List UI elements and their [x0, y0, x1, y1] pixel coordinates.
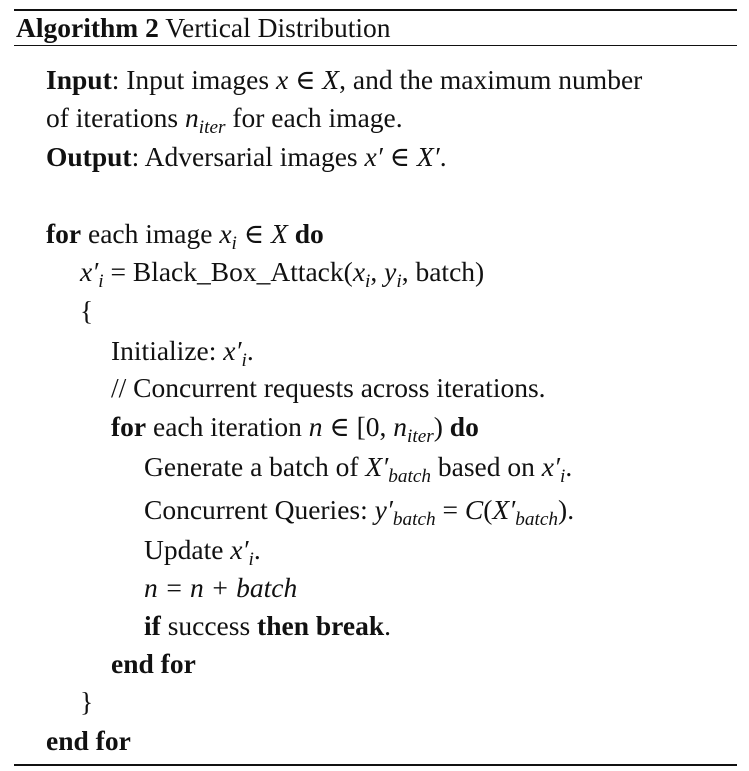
upd-text: Update: [144, 534, 231, 565]
close-brace: }: [80, 686, 94, 717]
arg-batch: , batch): [401, 256, 485, 287]
inner-end-for-keyword: end for: [111, 648, 196, 679]
if-end: .: [384, 610, 392, 641]
inner-for-keyword: for: [111, 411, 147, 442]
output-text: : Adversarial images: [131, 141, 365, 172]
for2-var: n: [308, 411, 323, 442]
n-update-line: [144, 574, 297, 602]
cq-y: y′: [374, 494, 393, 525]
open-brace: {: [80, 295, 94, 326]
input-in: ∈: [288, 64, 323, 95]
for1-sub: i: [231, 232, 237, 254]
for2-sub: iter: [407, 425, 434, 447]
cq-C: C: [464, 494, 484, 525]
for1-var: x: [219, 218, 232, 249]
arg-x-sub: i: [365, 270, 371, 292]
init-sub: i: [241, 349, 247, 371]
cq-eq: =: [435, 494, 465, 525]
assign-sub: i: [98, 270, 104, 292]
input2-text: of iterations: [46, 102, 185, 133]
output-in: ∈: [382, 141, 417, 172]
caption-label: Algorithm 2: [16, 12, 159, 43]
input-text-2: , and the maximum number: [339, 64, 643, 95]
cq-end: ).: [558, 494, 575, 525]
arg-y: y: [384, 256, 397, 287]
if-line: [144, 612, 391, 640]
then-break-keyword: then break: [257, 610, 385, 641]
arg-x: x: [352, 256, 366, 287]
upd-var: x′: [230, 534, 249, 565]
do-keyword: do: [294, 218, 324, 249]
output-end: .: [439, 141, 447, 172]
gen-var-sub: i: [560, 465, 566, 487]
attack-call: = Black_Box_Attack(: [103, 256, 353, 287]
for1-in: ∈: [236, 218, 271, 249]
input2-text-2: for each image.: [225, 102, 403, 133]
cq-X: X′: [492, 494, 516, 525]
comment-line: // Concurrent requests across iterations.: [111, 372, 546, 403]
gen-text-2: based on: [431, 451, 542, 482]
init-end: .: [246, 335, 254, 366]
for2-niter: n: [393, 411, 408, 442]
upd-end: .: [253, 534, 261, 565]
input-var-x: x: [275, 64, 289, 95]
outer-end-for-keyword: end for: [46, 725, 131, 756]
update-line: [144, 534, 261, 570]
cq-text: Concurrent Queries:: [144, 494, 375, 525]
cq-X-sub: batch: [515, 508, 559, 530]
arg-comma: ,: [370, 256, 385, 287]
gen-text: Generate a batch of: [144, 451, 366, 482]
input-line: [46, 66, 642, 94]
for1-set: X: [271, 218, 288, 249]
input-text: : Input images: [111, 64, 276, 95]
if-keyword: if: [144, 610, 161, 641]
for2-range: ∈ [0,: [322, 411, 394, 442]
inner-end-for: [111, 650, 196, 678]
init-text: Initialize:: [111, 335, 224, 366]
n-iter-sub: iter: [198, 116, 226, 138]
gen-sub: batch: [388, 465, 432, 487]
output-line: [46, 143, 447, 171]
input-set-X: X: [322, 64, 340, 95]
output-keyword: Output: [46, 141, 132, 172]
arg-y-sub: i: [396, 270, 402, 292]
outer-end-for: [46, 727, 131, 755]
init-var: x′: [223, 335, 242, 366]
output-var: x′: [364, 141, 383, 172]
n-update-expr: n = n + batch: [144, 572, 298, 603]
inner-do-keyword: do: [449, 411, 479, 442]
inner-for-line: [111, 411, 479, 447]
initialize-line: [111, 335, 254, 371]
bottom-rule: [14, 764, 737, 766]
cq-y-sub: batch: [392, 508, 436, 530]
caption-rule: [14, 45, 737, 46]
queries-line: [144, 494, 575, 530]
for2-text: each iteration: [146, 411, 309, 442]
n-iter-var: n: [185, 102, 199, 133]
for1-text: each image: [81, 218, 220, 249]
for-keyword: for: [46, 218, 82, 249]
assign-var: x′: [80, 256, 99, 287]
if-text: success: [160, 610, 258, 641]
output-set: X′: [416, 141, 440, 172]
cq-open: (: [483, 494, 493, 525]
gen-end: .: [565, 451, 573, 482]
generate-line: [144, 451, 573, 487]
input-keyword: Input: [46, 64, 112, 95]
gen-set: X′: [365, 451, 389, 482]
outer-for-line: [46, 218, 324, 254]
caption-title: Vertical Distribution: [165, 12, 391, 43]
algorithm-caption: [16, 12, 391, 44]
attack-call-line: [80, 256, 485, 292]
input-line-2: [46, 102, 403, 138]
gen-var: x′: [541, 451, 560, 482]
top-rule: [14, 9, 737, 11]
upd-sub: i: [248, 548, 254, 570]
for2-close: ): [433, 411, 443, 442]
